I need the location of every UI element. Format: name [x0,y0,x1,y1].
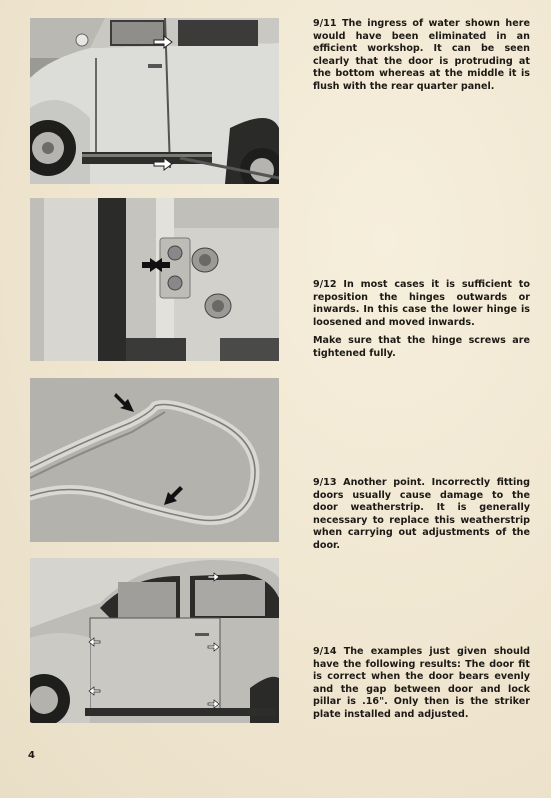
section-number: 9/11 [313,18,337,29]
photo-door-hinge [30,198,279,361]
section-number: 9/14 [313,646,337,657]
section-paragraph [313,279,530,329]
page-number: 4 [28,750,35,761]
section-number: 9/13 [313,477,337,488]
section-9-13 [313,477,530,559]
section-paragraph [313,335,530,360]
section-text: In most cases it is sufficient to reposition the hinges outwards or inwards. In this case the lower hinge is loosened and moved inwards. [313,279,530,328]
section-text: The examples just given should have the following results: The door fit is correct when the door bears evenly and the gap between door and lock pillar is .16". Only then is the striker plate installed and adjusted. [313,646,530,720]
section-text: Make sure that the hinge screws are tightened fully. [313,335,530,359]
photo-car-side-view [30,558,279,723]
section-paragraph [313,646,530,722]
section-9-11 [313,18,530,100]
photo-weatherstrip [30,378,279,542]
section-text: Another point. Incorrectly fitting doors usually cause damage to the door weatherstrip. It is generally necessary to replace this weatherstrip when carrying out adjustments of the door. [313,477,530,551]
section-9-14 [313,646,530,728]
section-number: 9/12 [313,279,337,290]
section-9-12 [313,279,530,367]
section-paragraph [313,18,530,94]
section-text: The ingress of water shown here would have been eliminated in an efficient workshop. It can be seen clearly that the door is protruding at the bottom whereas at the middle it is flush with the rear quarter panel. [313,18,530,92]
section-paragraph [313,477,530,553]
photo-door-protruding [30,18,279,184]
